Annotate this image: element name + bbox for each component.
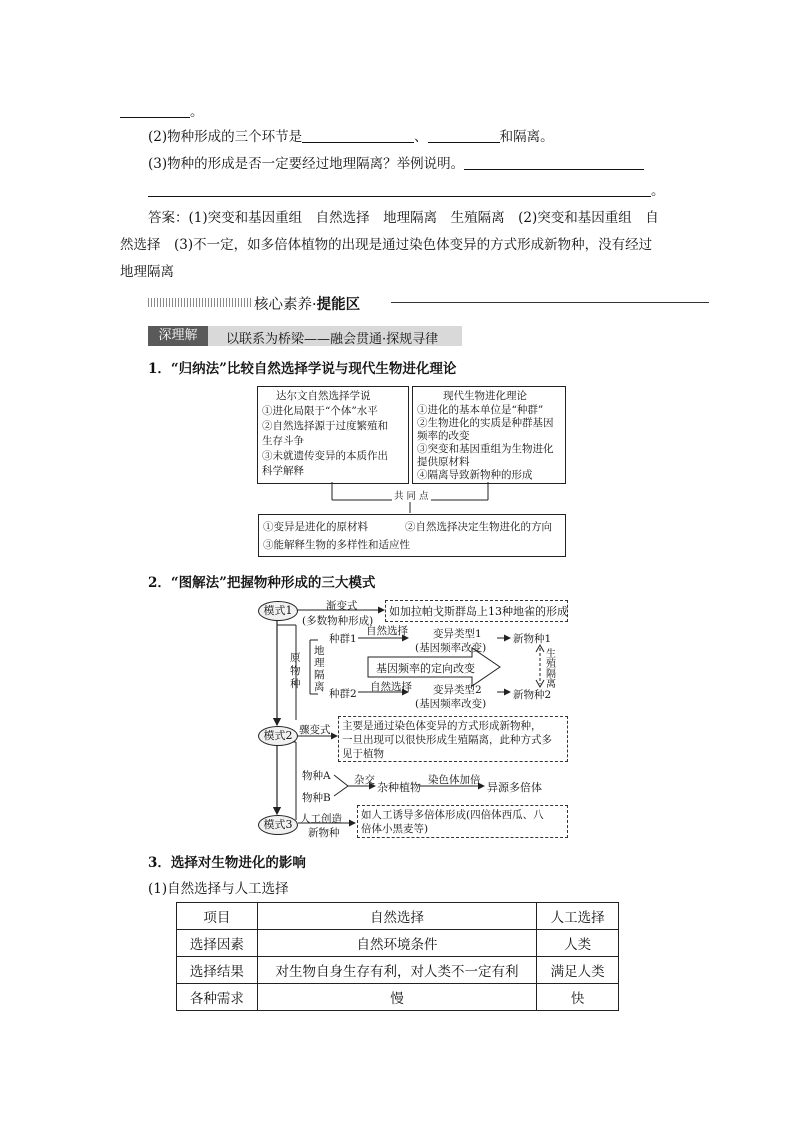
table-header-cell: 自然选择 [257,903,536,930]
pop1: 种群1 [329,633,357,645]
artificial-new-species: 新物种 [308,827,340,839]
common-item-3: ③能解释生物的多样性和适应性 [263,539,410,551]
darwin-item-5: 科学解释 [262,465,304,477]
q3-line: (3)物种的形成是否一定要经过地理隔离？举例说明。 [148,152,644,172]
natsel-2: 自然选择 [370,681,412,693]
modern-item-1: ①进化的基本单位是“种群” [417,404,544,416]
sudden-desc-2: 一旦出现可以很快形成生殖隔离，此种方式多 [342,734,552,746]
new-species-1: 新物种1 [513,633,552,645]
cross-label: 杂交 [354,774,375,786]
species-b: 物种B [302,792,331,804]
point2-heading: 2．“图解法”把握物种形成的三大模式 [148,575,376,591]
var1: 变异类型1 [433,628,482,640]
artificial-desc-2: 倍体小黑麦等) [361,823,429,835]
sudden-desc-1: 主要是通过染色体变异的方式形成新物种， [342,720,542,732]
sudden-label: 骤变式 [299,724,331,736]
mode2-badge: 模式2 [258,726,298,746]
directional-change: 基因频率的定向改变 [376,662,475,675]
table-cell: 满足人类 [537,957,619,984]
table-row [177,957,619,984]
modern-title: 现代生物进化理论 [443,390,527,402]
table-cell: 快 [537,984,619,1011]
geo-isolation: 地理隔离 [314,645,325,693]
pop2: 种群2 [329,688,357,700]
modern-item-3: 频率的改变 [417,430,470,442]
answer-line-1: 答案：(1)突变和基因重组 自然选择 地理隔离 生殖隔离 (2)突变和基因重组 自 [148,210,659,226]
sub-banner-tag: 深理解 [148,326,208,346]
darwin-item-1: ①进化局限于“个体”水平 [262,405,378,417]
gradual-example: 如加拉帕戈斯群岛上13种地雀的形成 [389,605,568,618]
common-item-2: ②自然选择决定生物进化的方向 [405,521,552,533]
hybrid-plant: 杂种植物 [377,781,421,794]
gradual-label: 渐变式 [326,600,358,612]
darwin-item-3: 生存斗争 [262,435,304,447]
var2-sub: (基因频率改变) [415,698,487,710]
point1-heading: 1．“归纳法”比较自然选择学说与现代生物进化理论 [148,361,457,377]
mode3-badge: 模式3 [258,815,298,835]
point3-sub1: (1)自然选择与人工选择 [148,881,289,897]
sub-banner-text: 以联系为桥梁——融会贯通·探规寻律 [226,332,439,347]
doubling-label: 染色体加倍 [428,774,481,786]
table-cell: 慢 [257,984,536,1011]
polyploid: 异源多倍体 [487,781,542,794]
species-a: 物种A [302,770,331,782]
darwin-title: 达尔文自然选择学说 [276,390,371,402]
q1-tail: 。 [120,100,204,120]
point3-heading: 3．选择对生物进化的影响 [148,855,306,871]
answer-line-3: 地理隔离 [120,264,174,280]
var2: 变异类型2 [433,684,482,696]
q2-line: (2)物种形成的三个环节是 、 和隔离。 [148,129,554,145]
repro-isolation: 生殖隔离 [546,649,556,690]
common-label: 共 同 点 [392,488,431,502]
gradual-sub: (多数物种形成) [302,615,374,627]
artificial-create: 人工创造 [300,813,342,825]
artificial-desc-1: 如人工诱导多倍体形成(四倍体西瓜、八 [361,809,544,821]
darwin-item-4: ③未就遗传变异的本质作出 [262,450,388,462]
table-header-row [177,903,619,930]
table-cell: 对生物自身生存有利，对人类不一定有利 [257,957,536,984]
natsel-1: 自然选择 [366,625,408,637]
table-cell: 各种需求 [177,984,258,1011]
new-species-2: 新物种2 [513,689,552,701]
modern-item-5: 提供原材料 [417,456,470,468]
table-cell: 人类 [537,930,619,957]
answer-line-2: 然选择 (3)不一定，如多倍体植物的出现是通过染色体变异的方式形成新物种，没有经过 [120,237,653,253]
table-cell: 选择因素 [177,930,258,957]
darwin-item-2: ②自然选择源于过度繁殖和 [262,420,388,432]
original-species: 原物种 [290,652,301,690]
table-row [177,930,619,957]
table-cell: 选择结果 [177,957,258,984]
common-item-1: ①变异是进化的原材料 [263,521,368,533]
table-cell: 自然环境条件 [257,930,536,957]
table-header-cell: 人工选择 [537,903,619,930]
section-title: 核心素养·提能区 [254,296,361,313]
sudden-desc-3: 见于植物 [342,748,384,760]
var1-sub: (基因频率改变) [415,642,487,654]
modern-item-6: ④隔离导致新物种的形成 [417,469,533,481]
q3-line2: 。 [148,179,665,199]
modern-item-4: ③突变和基因重组为生物进化 [417,443,554,455]
table-row [177,984,619,1011]
selection-table [176,902,619,1011]
modern-item-2: ②生物进化的实质是种群基因 [417,417,554,429]
mode1-badge: 模式1 [258,601,298,621]
table-header-cell: 项目 [177,903,258,930]
